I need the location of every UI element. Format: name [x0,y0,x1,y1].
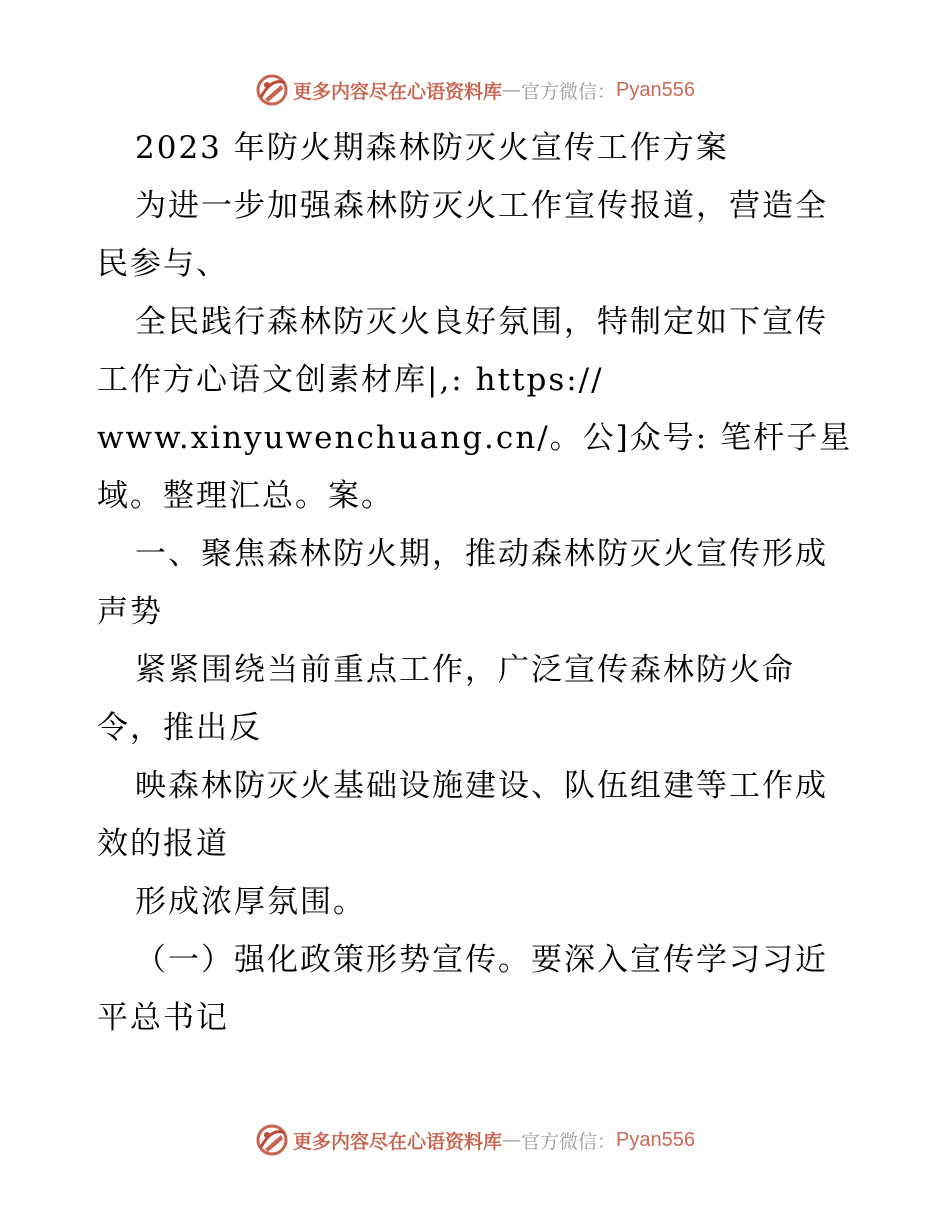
doc-title: 2023 年防火期森林防灭火宣传工作方案 [135,130,729,166]
wechat-id: Pyan556 [616,1128,695,1151]
doc-line: 工作方心语文创素材库|,: https:// [97,362,604,398]
watermark-separator: — [502,1129,522,1151]
doc-line: 全民践行森林防灭火良好氛围，特制定如下宣传 [135,304,828,340]
wechat-label: 官方微信： [521,80,617,103]
doc-line: 平总书记 [97,1000,229,1036]
doc-line: www.xinyuwenchuang.cn/。公]众号: 笔杆子星 [97,420,853,456]
watermark-separator: — [502,79,522,101]
wechat-id: Pyan556 [616,78,695,101]
doc-line: 域。整理汇总。案。 [97,478,394,514]
brand-logo-icon [255,1123,289,1157]
watermark-text: 更多内容尽在心语资料库 [293,80,503,103]
doc-line: 映森林防灭火基础设施建设、队伍组建等工作成 [135,768,828,804]
doc-line: 效的报道 [97,826,229,862]
doc-line: 民参与、 [97,246,229,282]
doc-line: 为进一步加强森林防灭火工作宣传报道，营造全 [135,188,828,224]
header-watermark [0,70,950,110]
doc-line: 声势 [97,594,163,630]
brand-logo-icon [255,73,289,107]
section-heading: 一、聚焦森林防火期，推动森林防灭火宣传形成 [135,536,828,572]
wechat-label: 官方微信： [521,1130,617,1153]
subsection-heading: （一）强化政策形势宣传。要深入宣传学习习近 [135,942,828,978]
doc-line: 令，推出反 [97,710,262,746]
footer-watermark [0,1120,950,1160]
doc-line: 形成浓厚氛围。 [135,884,366,920]
doc-line: 紧紧围绕当前重点工作，广泛宣传森林防火命 [135,652,795,688]
document-body [97,125,857,1053]
watermark-text: 更多内容尽在心语资料库 [293,1130,503,1153]
